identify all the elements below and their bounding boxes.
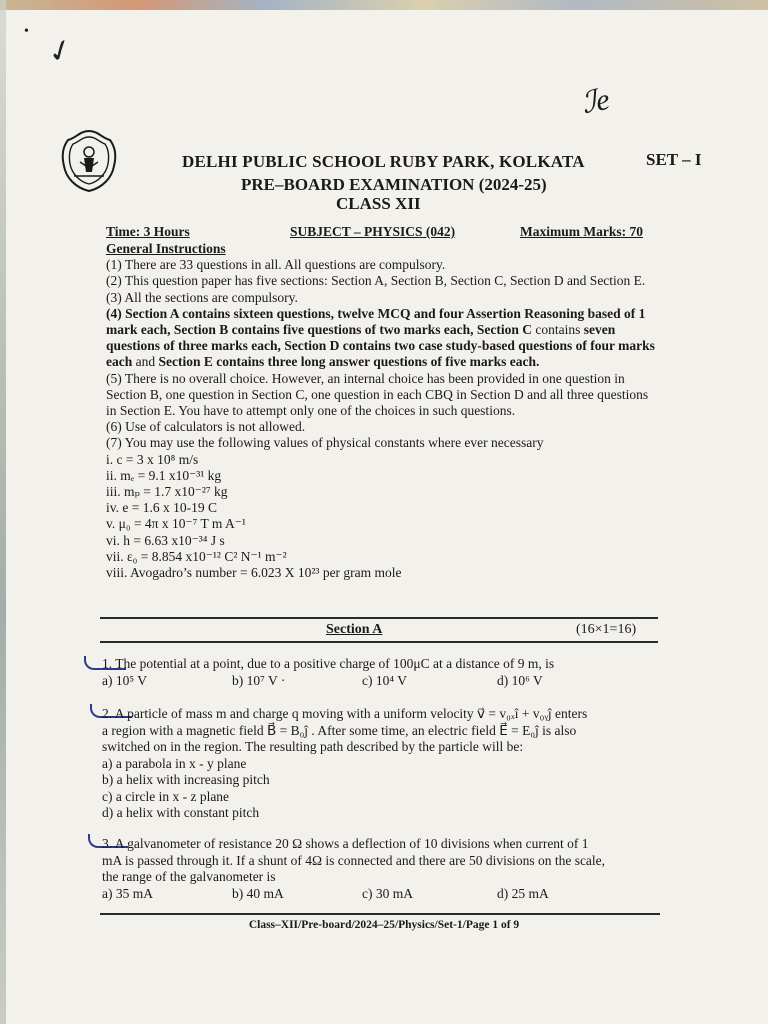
instruction-6: (6) Use of calculators is not allowed. bbox=[106, 419, 306, 435]
instruction-4-part-a: (4) Section A contains sixteen questions, twelve MCQ and four Assertion Reasoning based of 1 mark each, Section B contains five questions of two marks each, Section C bbox=[106, 305, 646, 338]
constant-mu0: v. μ₀ = 4π x 10⁻⁷ T m A⁻¹ bbox=[106, 516, 246, 532]
instruction-5: (5) There is no overall choice. However, an internal choice has been provided in one question in Section B, one question in Section C, one question in each CBQ in Section D and all three questions in Section E. You have to attempt only one of the choices in such questions. bbox=[106, 370, 649, 419]
footer-rule bbox=[100, 913, 660, 915]
question-1-option-c: c) 10⁴ V bbox=[362, 672, 407, 688]
question-1-option-a: a) 10⁵ V bbox=[102, 672, 147, 688]
photo-left-edge bbox=[0, 0, 6, 1024]
section-divider-top bbox=[100, 617, 658, 619]
maximum-marks: Maximum Marks: 70 bbox=[520, 224, 643, 239]
pen-dot: • bbox=[24, 24, 29, 39]
question-3-option-c: c) 30 mA bbox=[362, 885, 413, 901]
question-1-options bbox=[102, 673, 662, 690]
instruction-4-part-d: and bbox=[135, 354, 156, 370]
question-2 bbox=[102, 706, 662, 822]
constant-eps0: vii. ε₀ = 8.854 x10⁻¹² C² N⁻¹ m⁻² bbox=[106, 548, 287, 564]
question-3-number: 3. bbox=[102, 836, 113, 851]
instruction-4-part-b: contains bbox=[535, 322, 581, 338]
question-3 bbox=[102, 836, 662, 902]
instruction-2: (2) This question paper has five sections: Section A, Section B, Section C, Section D and Section E. bbox=[106, 273, 646, 289]
question-2-option-b: b) a helix with increasing pitch bbox=[102, 772, 270, 787]
question-1-stem bbox=[102, 656, 662, 673]
question-2-line-2: a region with a magnetic field B⃗ = B₀ĵ . After some time, an electric field E⃗ = E₀ĵ is also bbox=[102, 722, 577, 738]
exam-title: PRE–BOARD EXAMINATION (2024-25) bbox=[241, 175, 547, 194]
question-3-option-a: a) 35 mA bbox=[102, 885, 153, 901]
question-2-option-c: c) a circle in x - z plane bbox=[102, 788, 230, 804]
instruction-3: (3) All the sections are compulsory. bbox=[106, 289, 298, 305]
question-3-options bbox=[102, 886, 662, 903]
instruction-1: (1) There are 33 questions in all. All questions are compulsory. bbox=[106, 257, 446, 273]
instruction-4-part-e: Section E contains three long answer questions of five marks each. bbox=[158, 354, 540, 370]
constant-c: i. c = 3 x 10⁸ m/s bbox=[106, 451, 199, 467]
school-name: DELHI PUBLIC SCHOOL RUBY PARK, KOLKATA bbox=[182, 152, 585, 171]
question-1 bbox=[102, 656, 662, 689]
question-3-line-2: mA is passed through it. If a shunt of 4Ω is connected and there are 50 divisions on the scale, bbox=[102, 852, 606, 868]
question-3-text-1: A galvanometer of resistance 20 Ω shows a deflection of 10 divisions when current of 1 bbox=[114, 836, 589, 851]
photo-top-edge bbox=[0, 0, 768, 10]
constant-mp: iii. mₚ = 1.7 x10⁻²⁷ kg bbox=[106, 484, 228, 500]
instruction-7: (7) You may use the following values of physical constants where ever necessary bbox=[106, 435, 544, 451]
constant-e: iv. e = 1.6 x 10-19 C bbox=[106, 500, 217, 516]
question-1-number: 1. bbox=[102, 656, 113, 671]
section-a-title: Section A bbox=[326, 622, 383, 637]
question-3-option-b: b) 40 mA bbox=[232, 885, 284, 901]
pen-tick-mark: ✓ bbox=[43, 31, 79, 72]
constant-h: vi. h = 6.63 x10⁻³⁴ J s bbox=[106, 532, 225, 548]
section-a-marks: (16×1=16) bbox=[576, 622, 637, 637]
set-label: SET – I bbox=[646, 150, 702, 169]
class-title: CLASS XII bbox=[336, 194, 421, 213]
question-2-number: 2. bbox=[102, 706, 113, 721]
section-divider-bottom bbox=[100, 641, 658, 643]
instruction-4-part-c: seven questions of three marks each, Section D contains two case study-based questions of four marks each bbox=[106, 322, 655, 370]
instructions-heading: General Instructions bbox=[106, 241, 226, 256]
handwritten-initials: ℐe bbox=[579, 82, 613, 121]
instruction-4 bbox=[106, 306, 656, 371]
question-2-option-a: a) a parabola in x - y plane bbox=[102, 755, 247, 771]
question-2-option-d: d) a helix with constant pitch bbox=[102, 805, 260, 820]
question-2-line-3: switched on in the region. The resulting path described by the particle will be: bbox=[102, 739, 524, 754]
question-3-line-1 bbox=[102, 836, 662, 853]
question-1-option-b: b) 10⁷ V · bbox=[232, 672, 286, 688]
page-footer: Class–XII/Pre-board/2024–25/Physics/Set-1/Page 1 of 9 bbox=[248, 919, 520, 931]
question-3-line-3: the range of the galvanometer is bbox=[102, 869, 276, 884]
constant-me: ii. mₑ = 9.1 x10⁻³¹ kg bbox=[106, 467, 222, 483]
question-2-line-1 bbox=[102, 706, 662, 723]
school-logo-icon bbox=[58, 128, 120, 194]
question-2-text-1: A particle of mass m and charge q moving with a uniform velocity v⃗ = v₀ₓî + v₀ᵧĵ enters bbox=[114, 706, 588, 721]
question-1-text: The potential at a point, due to a positive charge of 100μC at a distance of 9 m, is bbox=[115, 656, 555, 671]
constant-avogadro: viii. Avogadro’s number = 6.023 X 10²³ per gram mole bbox=[106, 565, 402, 581]
time-allowed: Time: 3 Hours bbox=[106, 224, 190, 239]
subject-code: SUBJECT – PHYSICS (042) bbox=[290, 224, 456, 239]
question-1-option-d: d) 10⁶ V bbox=[497, 672, 543, 688]
question-3-option-d: d) 25 mA bbox=[497, 885, 549, 901]
general-instructions bbox=[106, 241, 656, 581]
